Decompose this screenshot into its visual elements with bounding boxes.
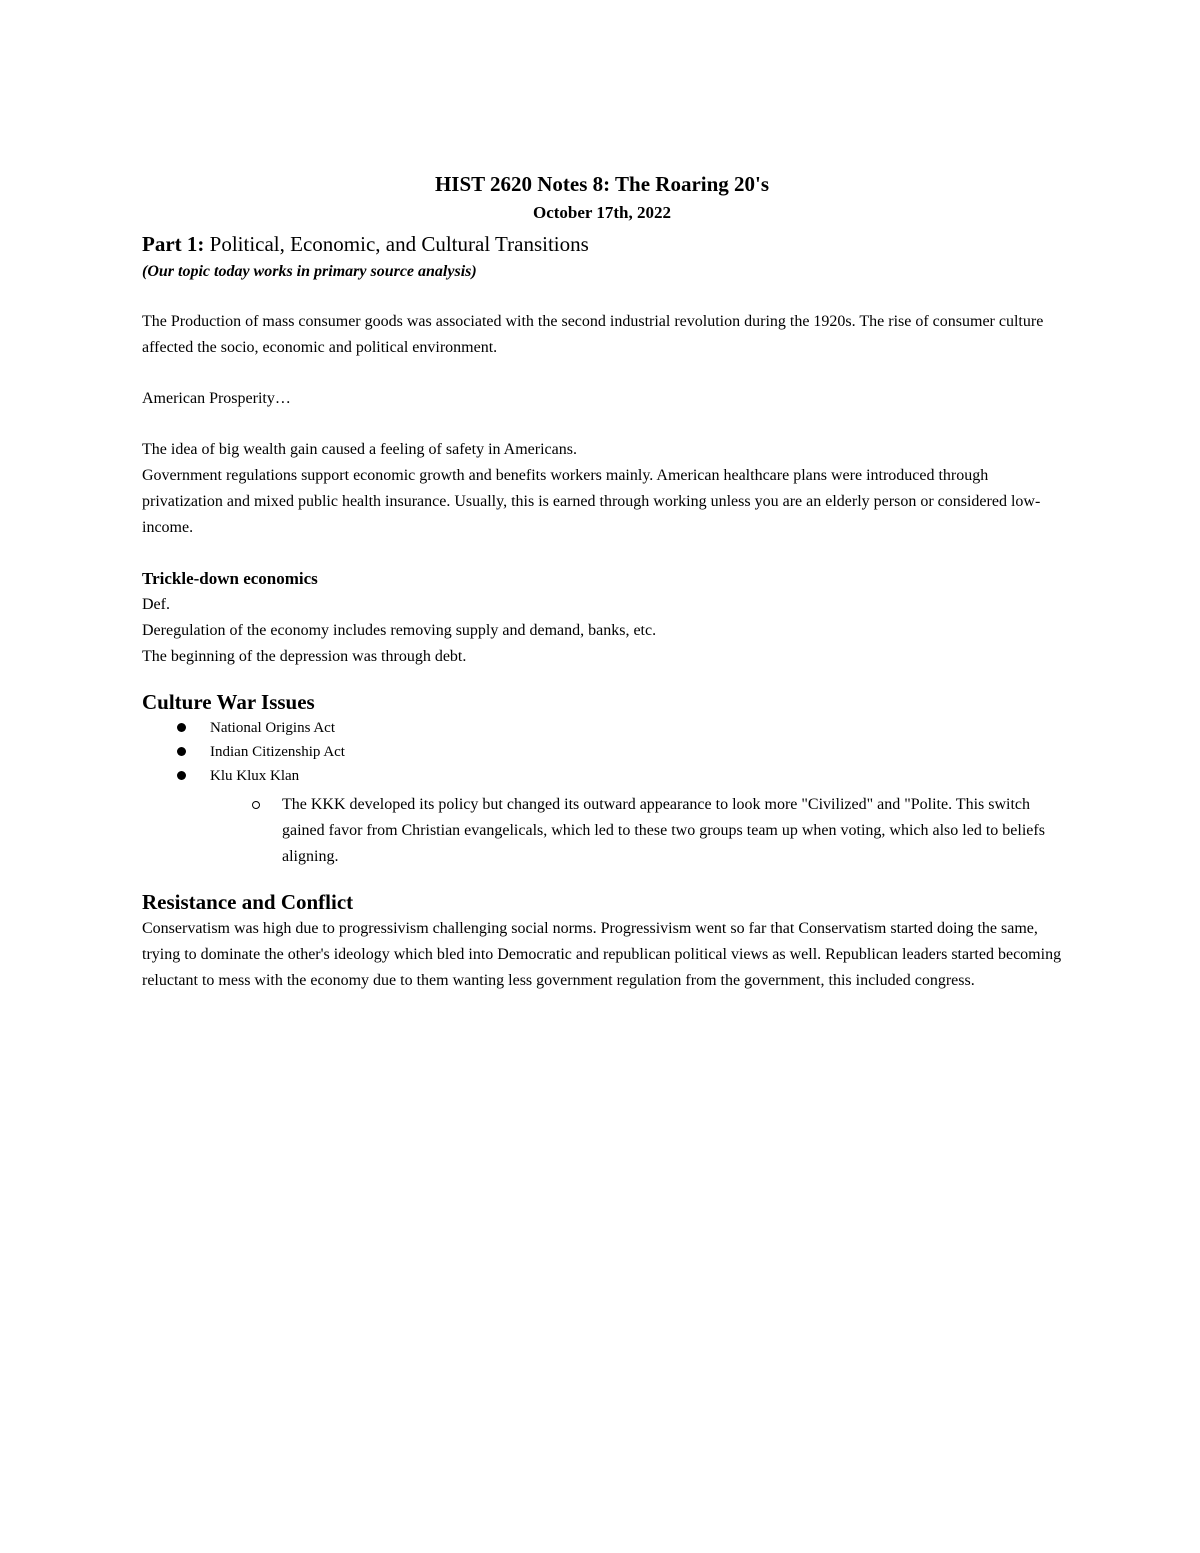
trickle-def: Def.: [142, 596, 170, 613]
document-date: October 17th, 2022: [532, 203, 672, 222]
hollow-bullet-icon: [252, 801, 260, 809]
trickle-deregulation: Deregulation of the economy includes removing supply and demand, banks, etc.: [142, 622, 657, 639]
culture-list: [142, 716, 1062, 870]
regulations-paragraph: Government regulations support economic growth and benefits workers mainly. American healthcare plans were introduced through privatization and mixed public health insurance. Usually, this is earned through working unless you are an elderly person or considered low-income.: [142, 467, 1041, 536]
wealth-line: The idea of big wealth gain caused a feeling of safety in Americans.: [142, 441, 577, 458]
resistance-heading: Resistance and Conflict: [142, 890, 354, 914]
intro-paragraph: The Production of mass consumer goods was associated with the second industrial revolution during the 1920s. The rise of consumer culture affected the socio, economic and political environment.: [142, 313, 1044, 356]
list-item: Klu Klux Klan The KKK developed its policy but changed its outward appearance to look more "Civilized" and "Polite. This switch gained favor from Christian evangelicals, which led to these two groups team up when voting, which also led to beliefs aligning.: [142, 764, 1062, 870]
trickle-depression: The beginning of the depression was through debt.: [142, 648, 467, 665]
prosperity-line: American Prosperity…: [142, 390, 291, 407]
list-item: National Origins Act: [142, 716, 1062, 740]
document-title: [142, 170, 1062, 198]
list-item: The KKK developed its policy but changed its outward appearance to look more "Civilized" and "Polite. This switch gained favor from Christian evangelicals, which led to these two groups team up when voting, which also led to beliefs aligning.: [142, 792, 1062, 870]
bullet-icon: [177, 747, 186, 756]
part-heading: [142, 230, 1062, 258]
title-topic: The Roaring 20's: [610, 172, 770, 196]
bullet-icon: [177, 771, 186, 780]
bullet-icon: [177, 723, 186, 732]
part-title: Political, Economic, and Cultural Transitions: [204, 232, 589, 256]
kkk-sublist: [210, 792, 1062, 870]
resistance-paragraph: Conservatism was high due to progressivism challenging social norms. Progressivism went so far that Conservatism started doing the same, trying to dominate the other's ideology which bled into Democratic and republican political views as well. Republican leaders started becoming reluctant to mess with the economy due to them wanting less government regulation from the government, this included congress.: [142, 920, 1062, 989]
part-subtitle: (Our topic today works in primary source analysis): [142, 263, 477, 280]
part-label: Part 1:: [142, 232, 205, 256]
trickle-heading: Trickle-down economics: [142, 569, 318, 588]
title-course: HIST 2620 Notes 8:: [434, 172, 611, 196]
list-item: Indian Citizenship Act: [142, 740, 1062, 764]
culture-heading: Culture War Issues: [142, 690, 315, 714]
document-page: [142, 170, 1062, 994]
